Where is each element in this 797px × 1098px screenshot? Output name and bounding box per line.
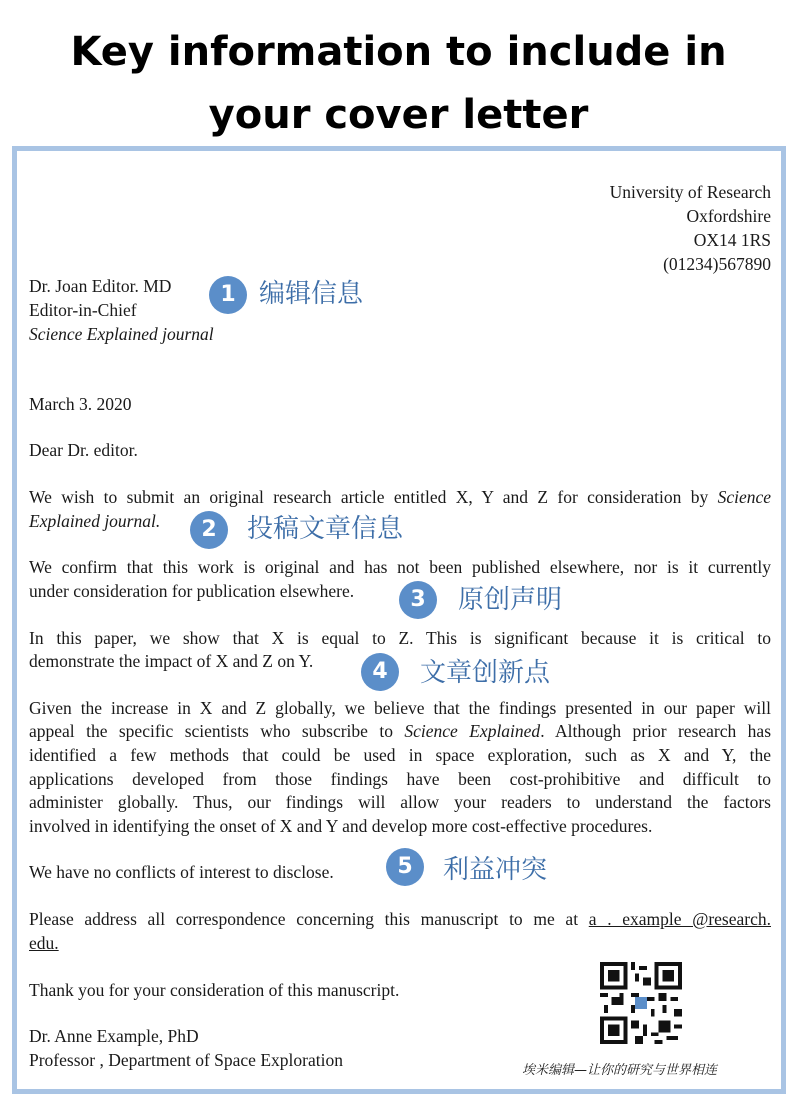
annotation-badge-2: 2 [190, 511, 228, 549]
paragraph-original-line: under consideration for publication elsewhere. [29, 581, 355, 601]
conflicts-statement: We have no conflicts of interest to disclose. [29, 862, 334, 882]
qr-code [600, 962, 682, 1044]
annotation-label-2: 投稿文章信息 [247, 514, 404, 544]
annotation-label-3: 原创声明 [458, 585, 563, 615]
recipient-title: Editor-in-Chief [29, 300, 137, 320]
paragraph-significance-line: Given the increase in X and Z globally, we believe that the findings presented in our paper will [29, 698, 771, 718]
paragraph-submit-line: We wish to submit an original research article entitled X, Y and Z for consideration by Science [29, 487, 772, 507]
paragraph-significance-line: involved in identifying the onset of X and Y and develop more cost-effective procedures. [29, 816, 653, 836]
annotation-badge-3: 3 [399, 581, 437, 619]
sender-address-line: (01234)567890 [663, 254, 771, 274]
email-link-continued[interactable]: edu. [29, 933, 59, 953]
annotation-label-4: 文章创新点 [420, 658, 551, 688]
annotation-badge-4: 4 [361, 653, 399, 691]
email-link[interactable]: a . example @research. [588, 909, 771, 929]
paragraph-submit-line: Explained journal. [29, 511, 161, 531]
page-title-line-2: your cover letter [208, 92, 589, 138]
paragraph-paper-line: demonstrate the impact of X and Z on Y. [29, 651, 314, 671]
footer-slogan: 埃米编辑—让你的研究与世界相连 [522, 1063, 718, 1078]
annotation-label-1: 编辑信息 [259, 279, 364, 309]
annotation-badge-5: 5 [386, 848, 424, 886]
annotation-label-5: 利益冲突 [443, 855, 548, 885]
recipient-name: Dr. Joan Editor. MD [29, 276, 172, 296]
page-title-line-1: Key information to include in [70, 29, 727, 75]
correspondence-line: Please address all correspondence concerning this manuscript to me at a . example @research. [29, 909, 771, 929]
sender-address-line: OX14 1RS [693, 230, 771, 250]
letter-date: March 3. 2020 [29, 394, 132, 414]
signature-name: Dr. Anne Example, PhD [29, 1026, 199, 1046]
thanks-line: Thank you for your consideration of this manuscript. [29, 980, 400, 1000]
sender-address-line: University of Research [609, 182, 771, 202]
paragraph-original-line: We confirm that this work is original and has not been published elsewhere, nor is it currently [29, 557, 771, 577]
paragraph-significance-line: identified a few methods that could be used in space exploration, such as X and Y, the [29, 745, 771, 765]
paragraph-paper-line: In this paper, we show that X is equal to Z. This is significant because it is critical to [29, 628, 771, 648]
recipient-journal: Science Explained journal [29, 324, 214, 344]
signature-title: Professor , Department of Space Exploration [29, 1050, 343, 1070]
annotation-badge-1: 1 [209, 276, 247, 314]
sender-address-line: Oxfordshire [686, 206, 771, 226]
paragraph-significance-line: applications developed from those findings have been cost-prohibitive and difficult to [29, 769, 771, 789]
paragraph-significance-line: appeal the specific scientists who subscribe to Science Explained. Although prior research has [29, 721, 772, 741]
paragraph-significance-line: administer globally. Thus, our findings will allow your readers to understand the factors [29, 792, 771, 812]
salutation: Dear Dr. editor. [29, 440, 138, 460]
